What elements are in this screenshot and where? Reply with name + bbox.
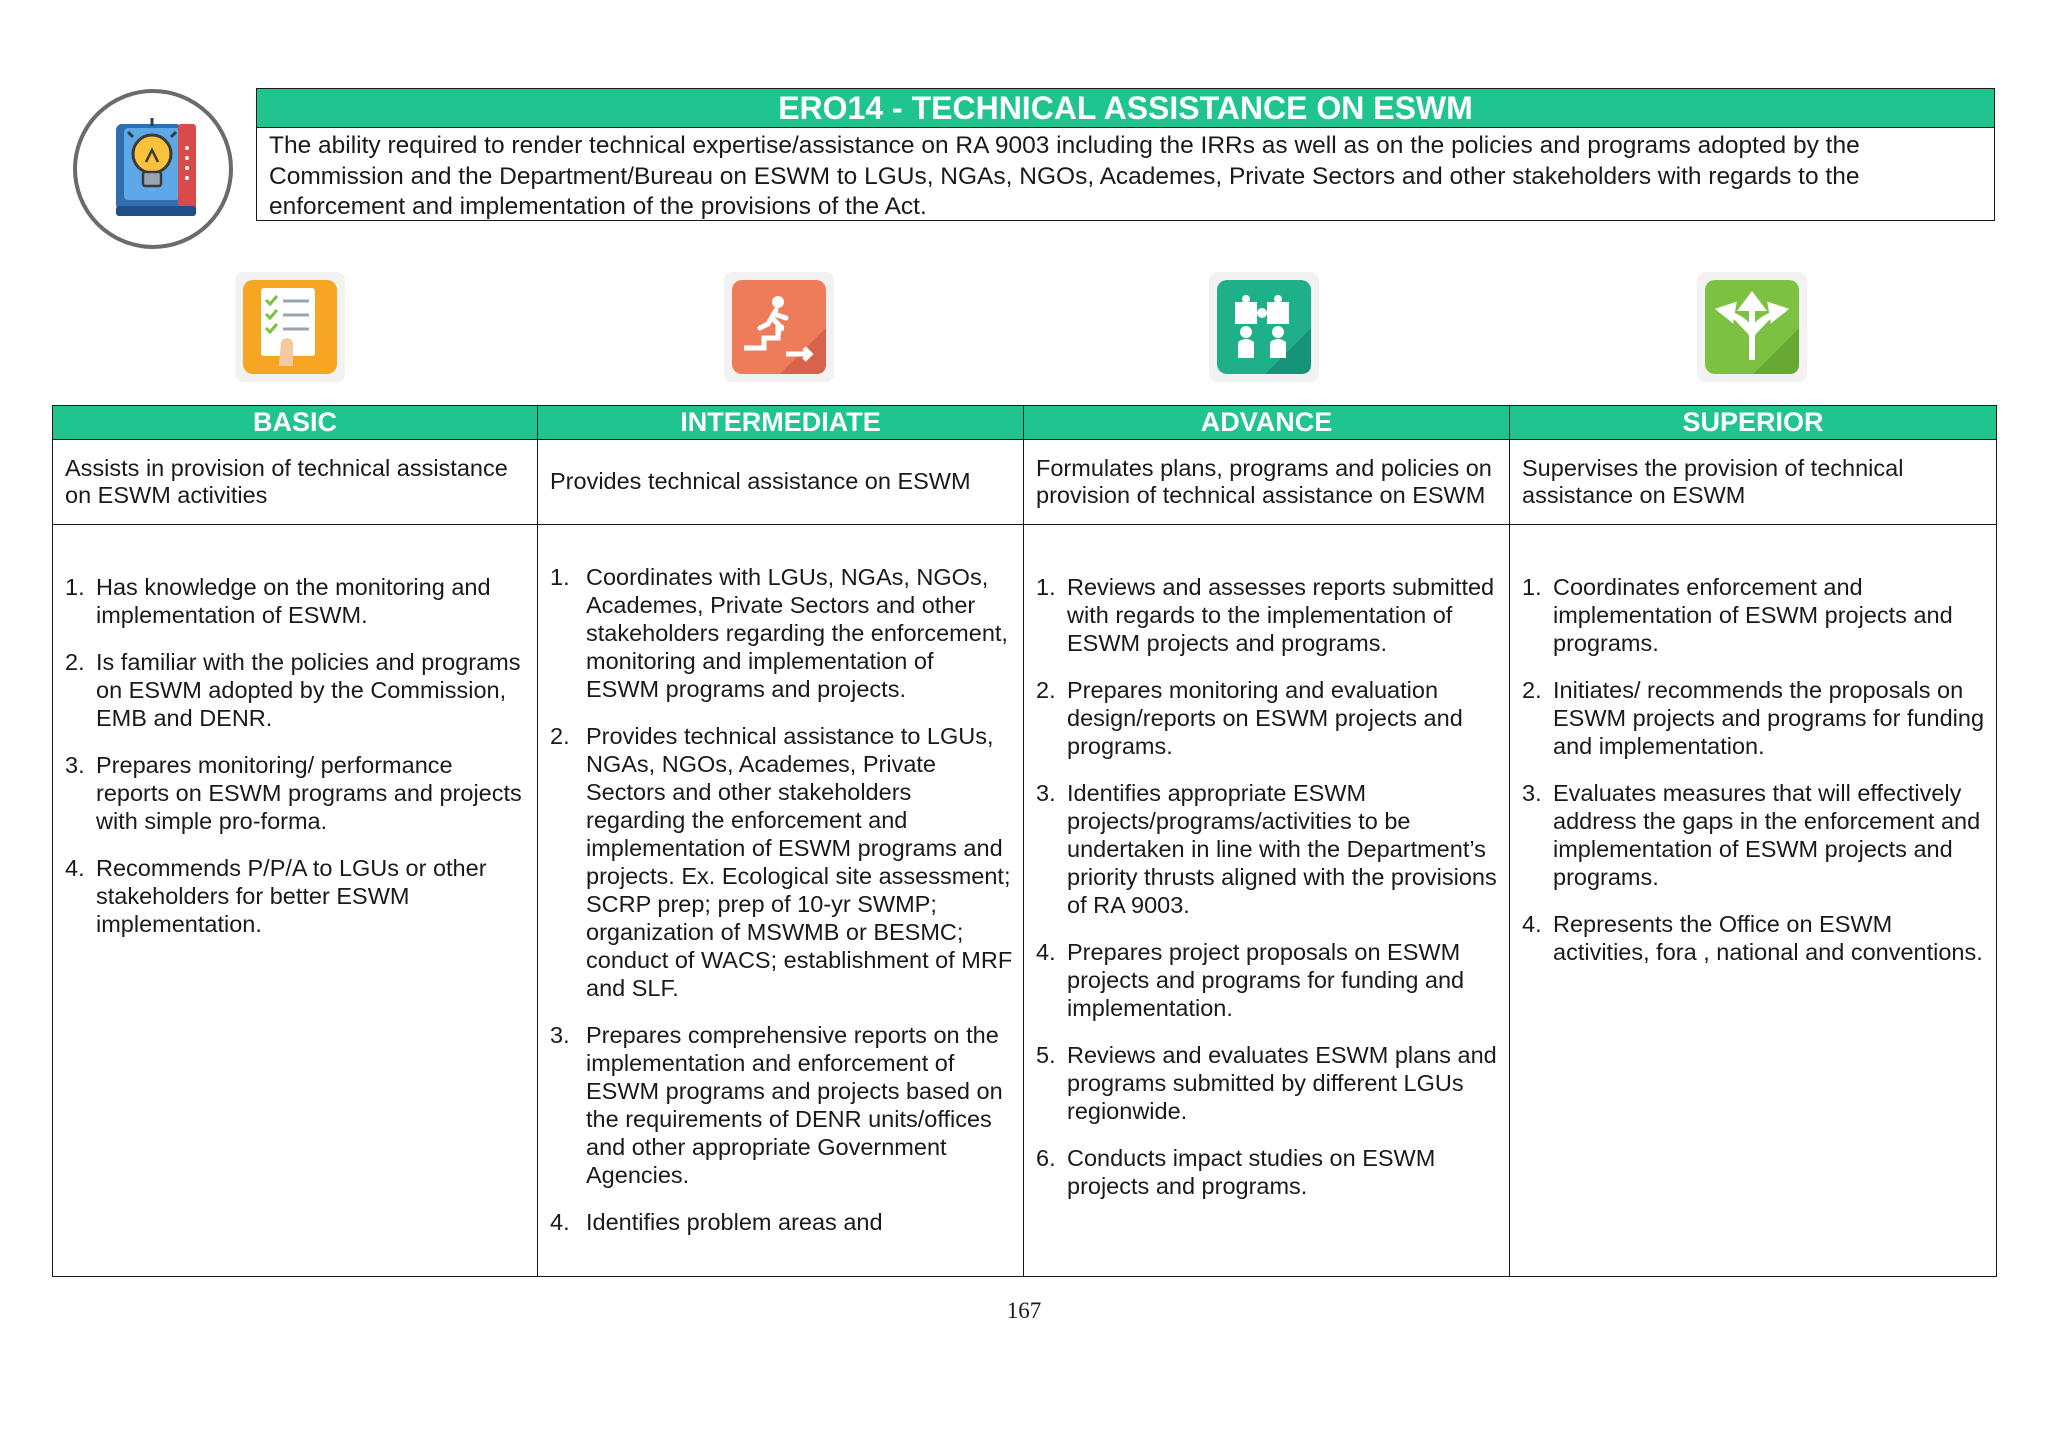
- level-summary-intermediate: Provides technical assistance on ESWM: [538, 440, 1024, 525]
- page-number: 167: [1006, 1298, 1042, 1323]
- indicator-item: 3. Identifies appropriate ESWM projects/programs/activities to be undertaken in line with the Department’s priority thrusts aligned with the provisions of RA 9003.: [1036, 780, 1497, 918]
- lightbulb-book-icon: [72, 88, 234, 250]
- indicator-item: 4. Represents the Office on ESWM activities, fora , national and conventions.: [1522, 911, 1983, 965]
- checklist-hand-icon: [231, 268, 349, 386]
- competency-levels-table: [52, 405, 1997, 1277]
- indicator-item: 6. Conducts impact studies on ESWM projects and programs.: [1036, 1145, 1436, 1199]
- page-title: ERO14 - TECHNICAL ASSISTANCE ON ESWM: [257, 89, 1994, 128]
- indicator-item: 5. Reviews and evaluates ESWM plans and programs submitted by different LGUs regionwide.: [1036, 1042, 1497, 1124]
- indicator-item: 3. Evaluates measures that will effectively address the gaps in the enforcement and implementation of ESWM projects and programs.: [1522, 780, 1981, 890]
- indicator-item: 2. Is familiar with the policies and programs on ESWM adopted by the Commission, EMB and DENR.: [65, 649, 521, 731]
- level-header-intermediate: INTERMEDIATE: [538, 406, 1024, 440]
- level-summary-advance: Formulates plans, programs and policies on provision of technical assistance on ESWM: [1024, 440, 1510, 525]
- indicator-item: 1. Coordinates with LGUs, NGAs, NGOs, Academes, Private Sectors and other stakeholders regarding the enforcement, monitoring and implementation of ESWM programs and projects.: [550, 564, 1008, 702]
- level-header-advance: ADVANCE: [1024, 406, 1510, 440]
- level-indicators-intermediate: [538, 525, 1024, 1277]
- level-summary-superior: Supervises the provision of technical assistance on ESWM: [1510, 440, 1997, 525]
- indicator-item: 2. Prepares monitoring and evaluation design/reports on ESWM projects and programs.: [1036, 677, 1463, 759]
- level-header-basic: BASIC: [53, 406, 538, 440]
- indicator-item: 4. Prepares project proposals on ESWM projects and programs for funding and implementation.: [1036, 939, 1465, 1021]
- stairs-runner-icon: [720, 268, 838, 386]
- indicator-item: 1. Reviews and assesses reports submitted with regards to the implementation of ESWM projects and programs.: [1036, 574, 1495, 656]
- indicator-item: 1. Coordinates enforcement and implementation of ESWM projects and programs.: [1522, 574, 1953, 656]
- competency-description: The ability required to render technical expertise/assistance on RA 9003 including the IRRs as well as on the policies and programs adopted by the Commission and the Department/Bureau on ESWM to LGUs, NGAs, NGOs, Academes, Private Sectors and other stakeholders with regards to the enforcement and implementation of the provisions of the Act.: [269, 132, 1860, 220]
- indicator-item: 2. Provides technical assistance to LGUs, NGAs, NGOs, Academes, Private Sectors and other stakeholders regarding the enforcement and implementation of ESWM programs and projects. Ex. Ecological site assessment; SCRP prep; prep of 10-yr SWMP; organization of MSWMB or BESMC; conduct of WACS; establishment of MRF and SLF.: [550, 723, 1013, 1001]
- indicator-item: 4. Identifies problem areas and: [550, 1209, 883, 1235]
- indicator-item: 3. Prepares comprehensive reports on the implementation and enforcement of ESWM programs and projects based on the requirements of DENR units/offices and other appropriate Government Agencies.: [550, 1022, 1003, 1188]
- level-indicators-basic: [53, 525, 538, 1277]
- crossroads-arrows-icon: [1693, 268, 1811, 386]
- level-indicators-superior: [1510, 525, 1997, 1277]
- level-indicators-advance: [1024, 525, 1510, 1277]
- indicator-item: 1. Has knowledge on the monitoring and implementation of ESWM.: [65, 574, 491, 628]
- level-header-superior: SUPERIOR: [1510, 406, 1997, 440]
- indicator-item: 4. Recommends P/P/A to LGUs or other stakeholders for better ESWM implementation.: [65, 855, 487, 937]
- level-summary-basic: Assists in provision of technical assistance on ESWM activities: [53, 440, 538, 525]
- competency-header: [256, 88, 1995, 221]
- indicator-item: 3. Prepares monitoring/ performance reports on ESWM programs and projects with simple pro-forma.: [65, 752, 522, 834]
- puzzle-people-icon: [1205, 268, 1323, 386]
- indicator-item: 2. Initiates/ recommends the proposals on ESWM projects and programs for funding and implementation.: [1522, 677, 1985, 759]
